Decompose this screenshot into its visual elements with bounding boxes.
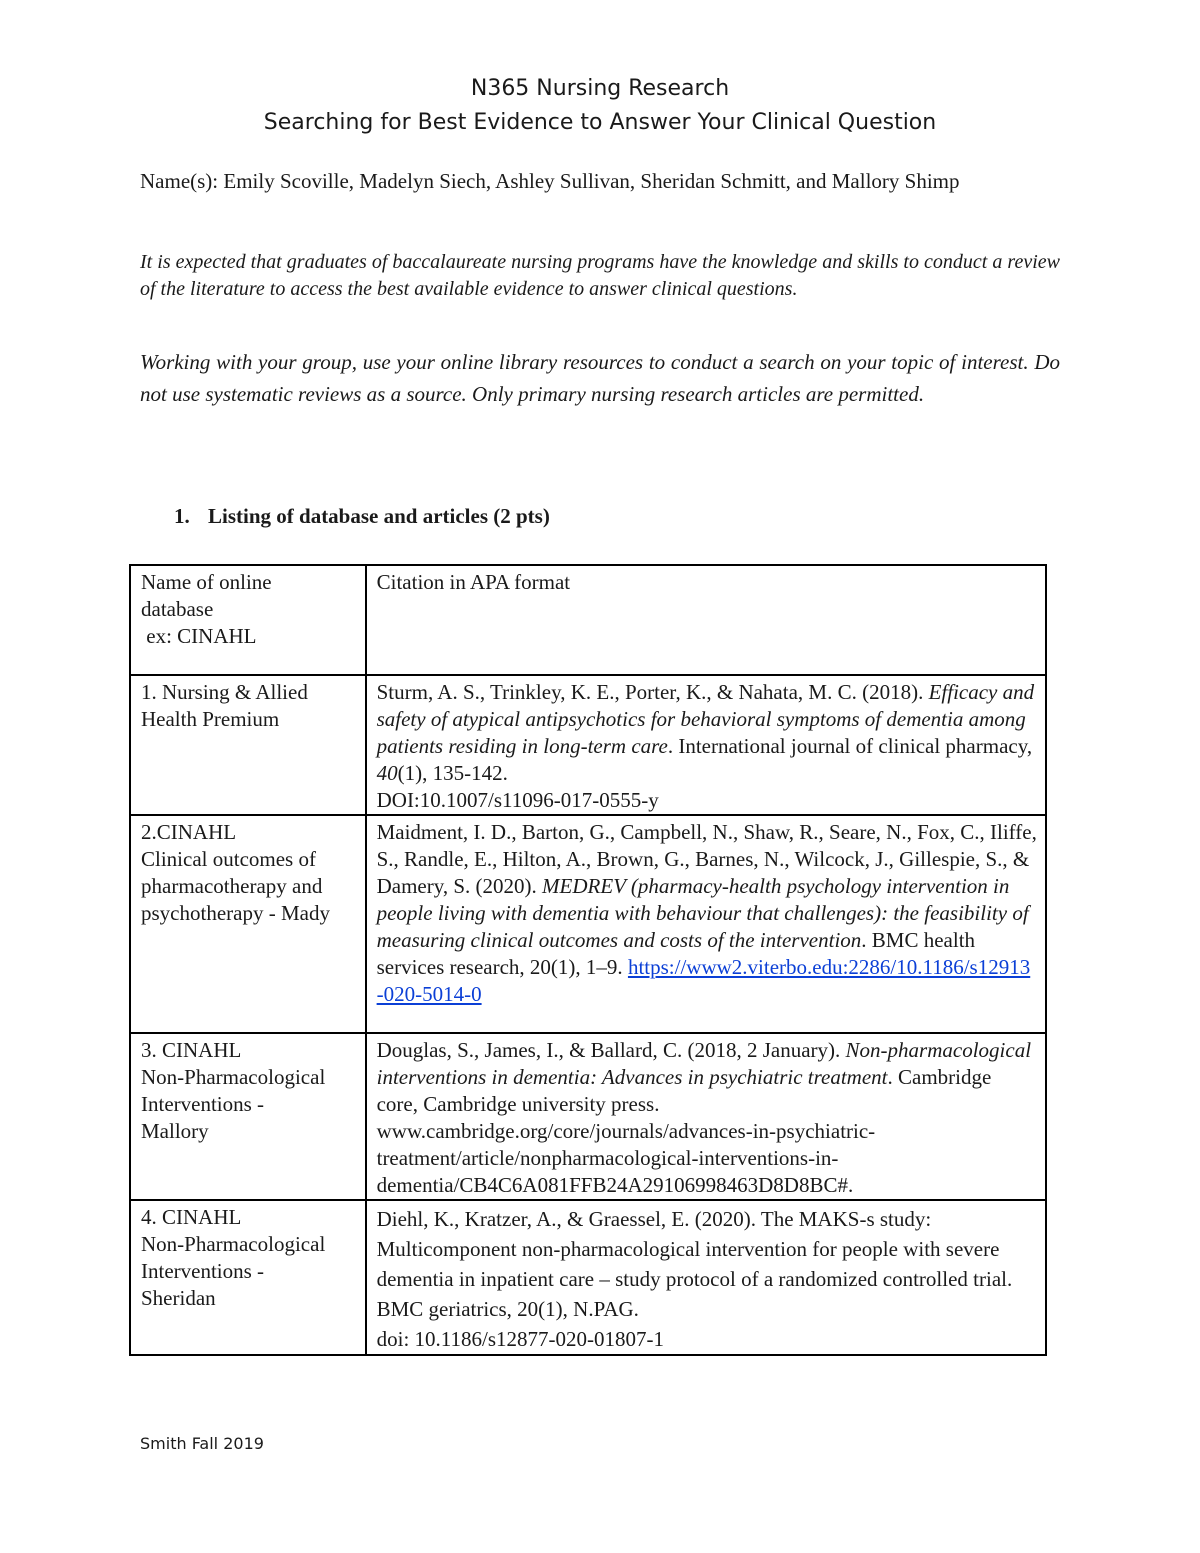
citation-cell (366, 815, 1046, 1033)
citation-link[interactable]: https://www2.viterbo.edu:2286/10.1186/s12913-020-5014-0 (376, 955, 1031, 1006)
database-cell (130, 815, 366, 1033)
header-col1-line: ex: CINAHL (141, 624, 257, 648)
intro-paragraph-2: Working with your group, use your online library resources to conduct a search on your topic of interest. Do not use systematic reviews as a source. Only primary nursing research articles are permitted. (140, 350, 1060, 406)
table-row (130, 675, 1046, 815)
database-line: psychotherapy - Mady (141, 901, 330, 925)
database-line: 2.CINAHL (141, 820, 237, 844)
citation-doi: DOI:10.1007/s11096-017-0555-y (376, 788, 659, 812)
database-line: Interventions - (141, 1092, 265, 1116)
citation-journal: . BMC health services research, 20(1), 1–9. (376, 928, 976, 979)
citation-doi: doi: 10.1186/s12877-020-01807-1 (376, 1327, 664, 1351)
citation-title: Non-pharmacological interventions in dementia: Advances in psychiatric treatment (376, 1038, 1032, 1089)
database-line: Non-Pharmacological (141, 1065, 326, 1089)
section-heading (174, 504, 550, 529)
citation-title: MEDREV (pharmacy-health psychology intervention in people living with dementia with behaviour that challenges): the feasibility of measuring clinical outcomes and costs of the intervention (376, 874, 1029, 952)
citation-text: Diehl, K., Kratzer, A., & Graessel, E. (2020). The MAKS-s study: Multicomponent non-pharmacological intervention for people with severe dementia in inpatient care – study protocol of a randomized controlled trial. BMC geriatrics, 20(1), N.PAG. (376, 1207, 1013, 1321)
table-row (130, 1200, 1046, 1355)
citation-cell (366, 675, 1046, 815)
citation-journal: . International journal of clinical pharmacy, (667, 734, 1033, 758)
database-line: 1. Nursing & Allied (141, 680, 308, 704)
citation-authors: Douglas, S., James, I., & Ballard, C. (2018, 2 January). (376, 1038, 841, 1062)
citation-cell (366, 1200, 1046, 1355)
table-header-row (130, 565, 1046, 675)
course-title: N365 Nursing Research (470, 76, 730, 101)
section-title: Listing of database and articles (2 pts) (208, 504, 550, 528)
citation-authors: Sturm, A. S., Trinkley, K. E., Porter, K., & Nahata, M. C. (2018). (376, 680, 924, 704)
database-line: Health Premium (141, 707, 280, 731)
intro-paragraph-1: It is expected that graduates of baccalaureate nursing programs have the knowledge and skills to conduct a review of the literature to access the best available evidence to answer clinical questions. (140, 251, 1060, 300)
database-line: Mallory (141, 1119, 209, 1143)
header-col1-line: database (141, 597, 214, 621)
database-line: 4. CINAHL (141, 1205, 242, 1229)
citation-volume: 40 (376, 761, 398, 785)
database-cell (130, 1200, 366, 1355)
database-line: Non-Pharmacological (141, 1232, 326, 1256)
page-subtitle: Searching for Best Evidence to Answer Your Clinical Question (263, 110, 937, 135)
section-number: 1. (174, 504, 190, 528)
database-line: Sheridan (141, 1286, 216, 1310)
group-names: Name(s): Emily Scoville, Madelyn Siech, Ashley Sullivan, Sheridan Schmitt, and Mallory Shimp (140, 169, 960, 193)
header-database-cell (130, 565, 366, 675)
database-cell (130, 675, 366, 815)
database-line: pharmacotherapy and (141, 874, 323, 898)
database-articles-table (129, 564, 1047, 1356)
database-line: Interventions - (141, 1259, 265, 1283)
header-citation-cell: Citation in APA format (366, 565, 1046, 675)
citation-title: Efficacy and safety of atypical antipsychotics for behavioral symptoms of dementia among patients residing in long-term care (376, 680, 1035, 758)
page-footer: Smith Fall 2019 (140, 1434, 264, 1453)
citation-publisher: . Cambridge core, Cambridge university press. www.cambridge.org/core/journals/advances-in-psychiatric-treatment/article/nonpharmacological-interventions-in-dementia/CB4C6A081FFB24A29106998463D8D8BC#. (376, 1065, 992, 1197)
citation-pages: (1), 135-142. (397, 761, 508, 785)
header-col1-line: Name of online (141, 570, 272, 594)
table-row (130, 815, 1046, 1033)
citation-authors: Maidment, I. D., Barton, G., Campbell, N., Shaw, R., Seare, N., Fox, C., Iliffe, S., Randle, E., Hilton, A., Brown, G., Barnes, N., Wilcock, J., Gillespie, S., & Damery, S. (2020). (376, 820, 1037, 898)
table-row (130, 1033, 1046, 1200)
database-line: Clinical outcomes of (141, 847, 316, 871)
database-line: 3. CINAHL (141, 1038, 242, 1062)
citation-cell (366, 1033, 1046, 1200)
database-cell (130, 1033, 366, 1200)
